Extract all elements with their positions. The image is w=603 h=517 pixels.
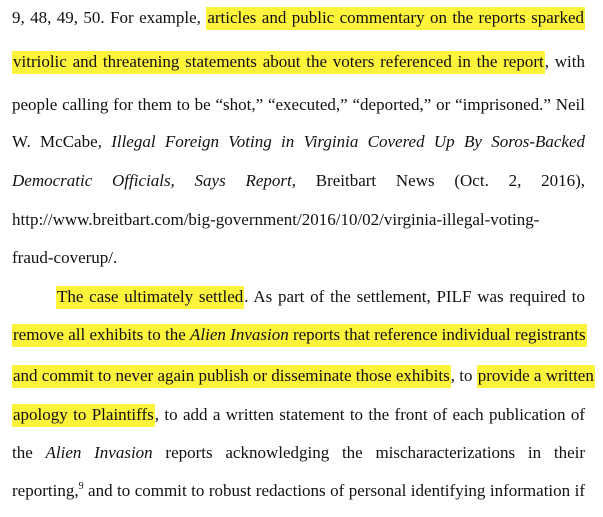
italic-citation-title: Illegal Foreign Voting in Virginia Covered Up By Soros-Backed	[111, 132, 585, 151]
citation-url: fraud-coverup/.	[12, 248, 118, 267]
text-line-8	[56, 285, 585, 309]
text-line-13	[12, 479, 585, 503]
text-run: 9, 48, 49, 50. For example,	[12, 8, 207, 27]
highlighted-text: provide a written	[477, 365, 595, 388]
text-line-9	[12, 323, 585, 347]
text-line-11	[12, 403, 585, 427]
text-run: , with	[544, 52, 585, 71]
text-run: . As part of the settlement, PILF was required to	[244, 287, 585, 306]
text-line-7	[12, 246, 585, 270]
highlighted-text: vitriolic and threatening statements about the voters referenced in the report	[12, 51, 545, 74]
highlighted-text: apology to Plaintiffs	[12, 404, 155, 427]
footnote-marker[interactable]: 9	[78, 481, 84, 492]
text-line-3	[12, 93, 585, 117]
text-line-5	[12, 169, 585, 193]
text-run: reporting,	[12, 481, 79, 500]
text-run: remove all exhibits to the	[13, 325, 191, 344]
text-run: , to	[450, 366, 477, 385]
italic-report-title: Alien Invasion	[190, 325, 289, 344]
text-run: the	[12, 443, 46, 462]
text-run: people calling for them to be “shot,” “executed,” “deported,” or “imprisoned.” Neil	[12, 95, 585, 114]
text-line-6	[12, 208, 585, 232]
highlighted-text	[12, 324, 587, 347]
italic-citation-title: Democratic Officials, Says Report	[12, 171, 292, 190]
citation-url: http://www.breitbart.com/big-government/2016/10/02/virginia-illegal-voting-	[12, 210, 540, 229]
text-line-2	[12, 50, 585, 74]
text-line-4	[12, 130, 585, 154]
text-line-10	[12, 364, 594, 388]
text-line-12	[12, 441, 585, 465]
text-line-1	[12, 6, 585, 30]
highlighted-text: and commit to never again publish or disseminate those exhibits	[12, 365, 451, 388]
text-run: , to add a written statement to the front of each publication of	[154, 405, 585, 424]
highlighted-text: articles and public commentary on the reports sparked	[206, 7, 585, 30]
text-run: reports acknowledging the mischaracterizations in their	[152, 443, 585, 462]
highlighted-text: The case ultimately settled	[56, 286, 244, 309]
text-run: W. McCabe,	[12, 132, 112, 151]
text-run: , Breitbart News (Oct. 2, 2016),	[291, 171, 585, 190]
text-run: and to commit to robust redactions of personal identifying information if	[83, 481, 585, 500]
italic-report-title: Alien Invasion	[45, 443, 153, 462]
text-run: reports that reference individual registrants	[288, 325, 586, 344]
